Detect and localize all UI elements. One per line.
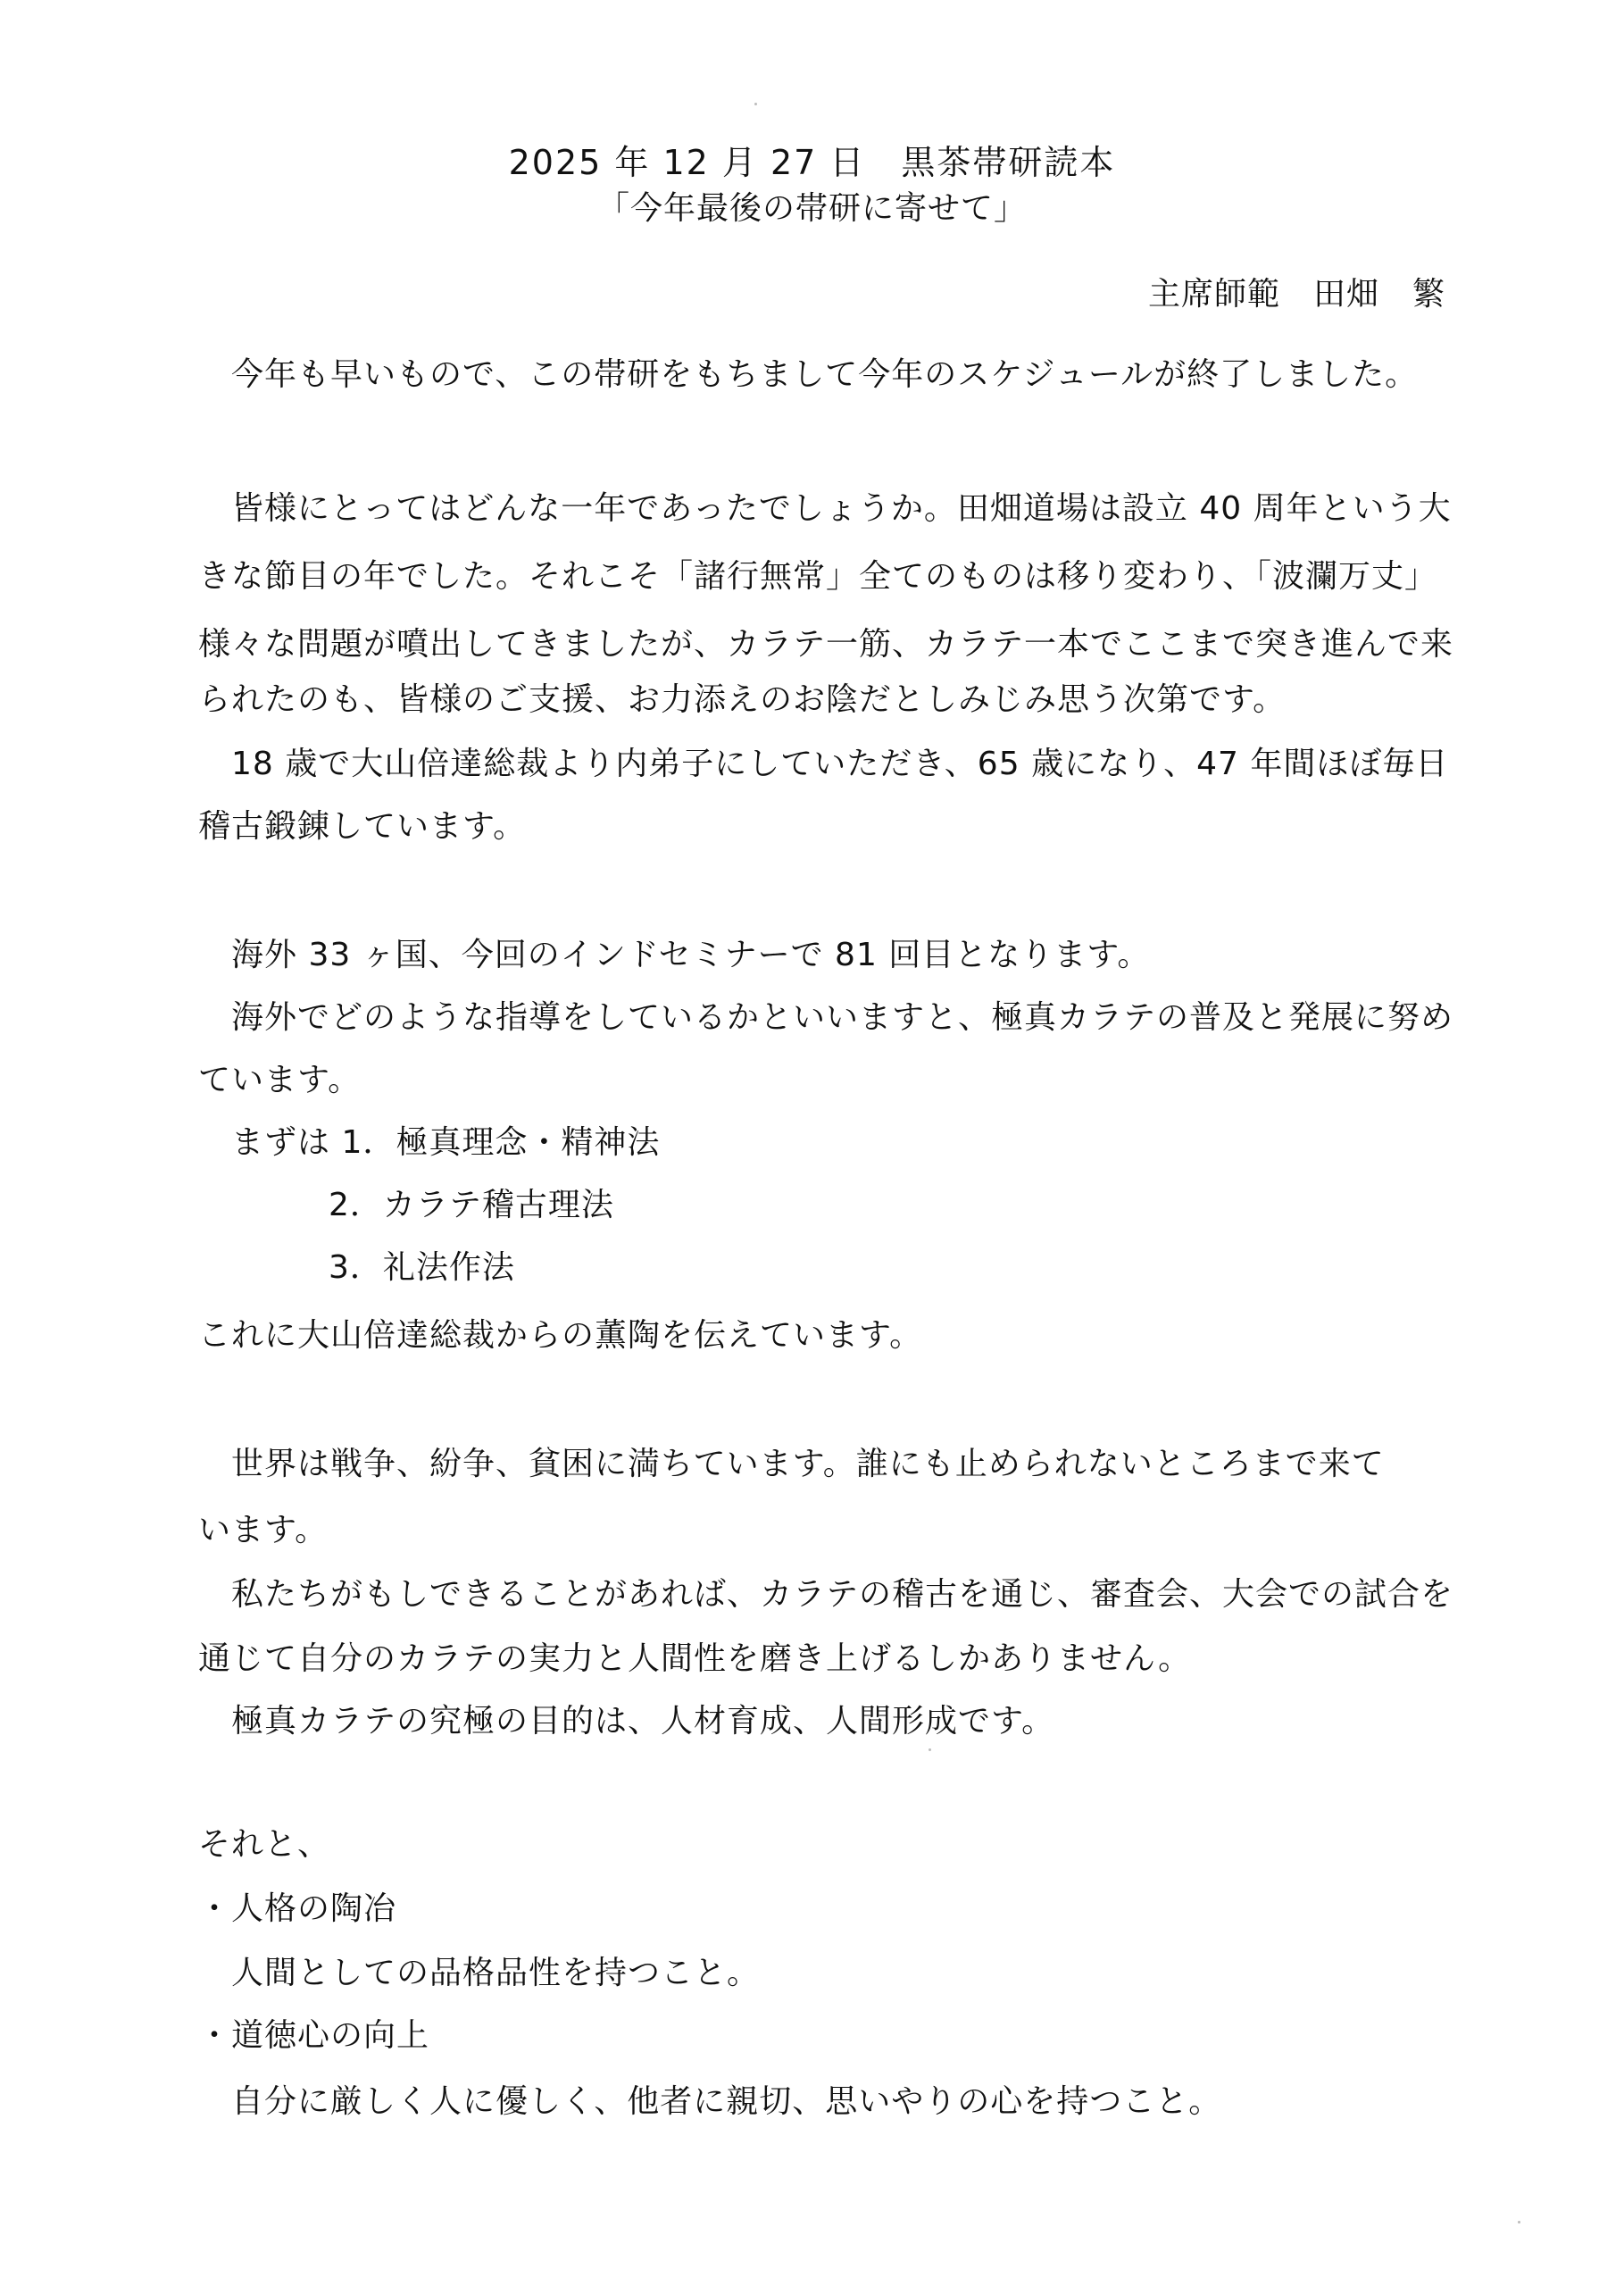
scan-speck: [754, 103, 757, 105]
paragraph-line: 世界は戦争、紛争、貧困に満ちています。誰にも止められないところまで来て: [198, 1446, 1385, 1482]
scan-speck: [929, 1748, 931, 1751]
paragraph-line: 様々な問題が噴出してきましたが、カラテ一筋、カラテ一本でここまで突き進んで来: [198, 626, 1454, 663]
bullet-title: ・人格の陶冶: [198, 1890, 397, 1927]
list-item: 3．礼法作法: [329, 1249, 515, 1286]
document-title: 2025 年 12 月 27 日 黒茶帯研読本: [508, 143, 1116, 182]
paragraph-line: きな節目の年でした。それこそ「諸行無常」全てのものは移り変わり、「波瀾万丈」: [198, 558, 1438, 595]
paragraph-line: 極真カラテの究極の目的は、人材育成、人間形成です。: [198, 1703, 1055, 1740]
paragraph-line: 通じて自分のカラテの実力と人間性を磨き上げるしかありません。: [198, 1640, 1192, 1677]
list-item: まずは 1．極真理念・精神法: [198, 1124, 661, 1161]
paragraph-line: ています。: [198, 1062, 362, 1098]
paragraph-line: 私たちがもしできることがあれば、カラテの稽古を通じ、審査会、大会での試合を: [198, 1576, 1454, 1613]
paragraph-line: 海外 33 ヶ国、今回のインドセミナーで 81 回目となります。: [198, 937, 1151, 973]
document-subtitle: 「今年最後の帯研に寄せて」: [596, 190, 1027, 227]
bullet-title: ・道徳心の向上: [198, 2017, 430, 2054]
scan-speck: [1518, 2221, 1520, 2223]
intro-paragraph: 今年も早いもので、この帯研をもちまして今年のスケジュールが終了しました。: [198, 356, 1419, 393]
bullet-text: 人間としての品格品性を持つこと。: [198, 1955, 761, 1991]
paragraph-line: 皆様にとってはどんな一年であったでしょうか。田畑道場は設立 40 周年という大: [198, 490, 1452, 527]
paragraph-line: います。: [198, 1512, 329, 1548]
paragraph-line: これに大山倍達総裁からの薫陶を伝えています。: [198, 1317, 923, 1354]
author-name: 主席師範 田畑 繁: [1147, 276, 1445, 313]
paragraph-line: 稽古鍛錬しています。: [198, 808, 527, 845]
bullet-text: 自分に厳しく人に優しく、他者に親切、思いやりの心を持つこと。: [198, 2083, 1222, 2120]
paragraph-line: 海外でどのような指導をしているかといいますと、極真カラテの普及と発展に努め: [198, 999, 1454, 1036]
paragraph-line: られたのも、皆様のご支援、お力添えのお陰だとしみじみ思う次第です。: [198, 681, 1287, 718]
list-item: 2．カラテ稽古理法: [329, 1187, 614, 1223]
closing-intro: それと、: [198, 1826, 331, 1863]
paragraph-line: 18 歳で大山倍達総裁より内弟子にしていただき、65 歳になり、47 年間ほぼ毎日: [198, 746, 1449, 782]
